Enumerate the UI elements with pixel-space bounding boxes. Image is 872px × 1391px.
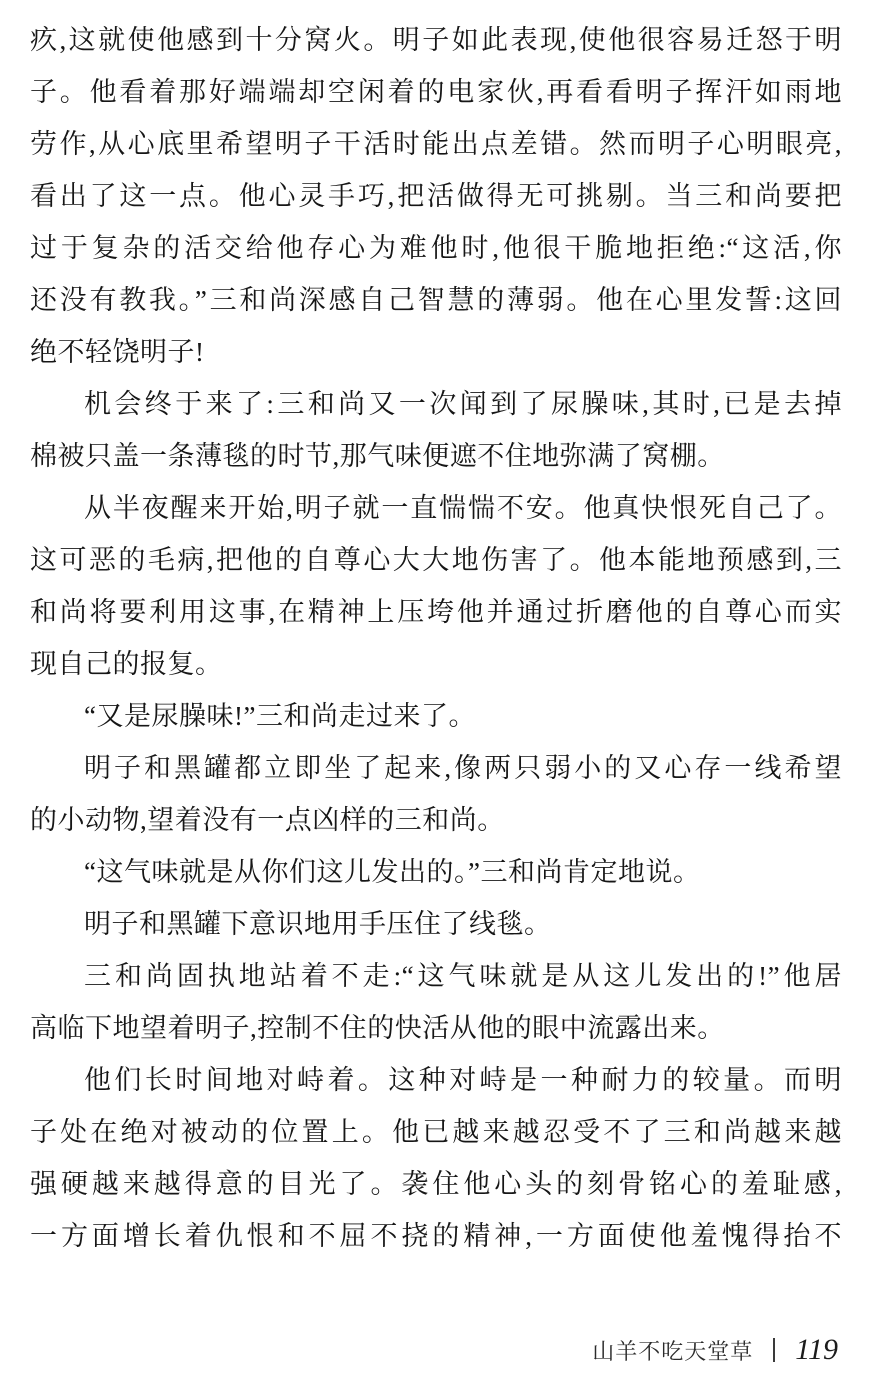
text-line: 的小动物,望着没有一点凶样的三和尚。 xyxy=(30,805,505,835)
text-line: 从半夜醒来开始,明子就一直惴惴不安。他真快恨死自己了。 xyxy=(84,493,842,523)
text-line: 子处在绝对被动的位置上。他已越来越忍受不了三和尚越来越 xyxy=(30,1117,842,1147)
text-line: 他们长时间地对峙着。这种对峙是一种耐力的较量。而明 xyxy=(84,1065,842,1095)
page-text xyxy=(30,14,842,1262)
text-line: 明子和黑罐下意识地用手压住了线毯。 xyxy=(84,909,552,939)
text-line: 劳作,从心底里希望明子干活时能出点差错。然而明子心明眼亮, xyxy=(30,129,842,159)
text-line: 还没有教我。”三和尚深感自己智慧的薄弱。他在心里发誓:这回 xyxy=(30,285,842,315)
text-line: 三和尚固执地站着不走:“这气味就是从这儿发出的!”他居 xyxy=(84,961,842,991)
text-line: 现自己的报复。 xyxy=(30,649,223,679)
text-line: 疚,这就使他感到十分窝火。明子如此表现,使他很容易迁怒于明 xyxy=(30,25,842,55)
text-line: “这气味就是从你们这儿发出的。”三和尚肯定地说。 xyxy=(84,857,701,887)
text-line: “又是尿臊味!”三和尚走过来了。 xyxy=(84,701,476,731)
page-footer xyxy=(592,1333,838,1367)
text-line: 过于复杂的活交给他存心为难他时,他很干脆地拒绝:“这活,你 xyxy=(30,233,842,263)
book-title: 山羊不吃天堂草 xyxy=(592,1338,754,1364)
text-line: 机会终于来了:三和尚又一次闻到了尿臊味,其时,已是去掉 xyxy=(84,389,842,419)
footer-separator xyxy=(773,1338,775,1362)
text-line: 这可恶的毛病,把他的自尊心大大地伤害了。他本能地预感到,三 xyxy=(30,545,842,575)
text-line: 棉被只盖一条薄毯的时节,那气味便遮不住地弥满了窝棚。 xyxy=(30,441,725,471)
text-line: 强硬越来越得意的目光了。袭住他心头的刻骨铭心的羞耻感, xyxy=(30,1169,842,1199)
text-line: 看出了这一点。他心灵手巧,把活做得无可挑剔。当三和尚要把 xyxy=(30,181,842,211)
text-line: 明子和黑罐都立即坐了起来,像两只弱小的又心存一线希望 xyxy=(84,753,842,783)
text-line: 和尚将要利用这事,在精神上压垮他并通过折磨他的自尊心而实 xyxy=(30,597,842,627)
text-line: 子。他看着那好端端却空闲着的电家伙,再看看明子挥汗如雨地 xyxy=(30,77,842,107)
page-number: 119 xyxy=(795,1333,838,1366)
text-line: 绝不轻饶明子! xyxy=(30,337,205,367)
text-line: 一方面增长着仇恨和不屈不挠的精神,一方面使他羞愧得抬不 xyxy=(30,1221,842,1251)
text-line: 高临下地望着明子,控制不住的快活从他的眼中流露出来。 xyxy=(30,1013,725,1043)
